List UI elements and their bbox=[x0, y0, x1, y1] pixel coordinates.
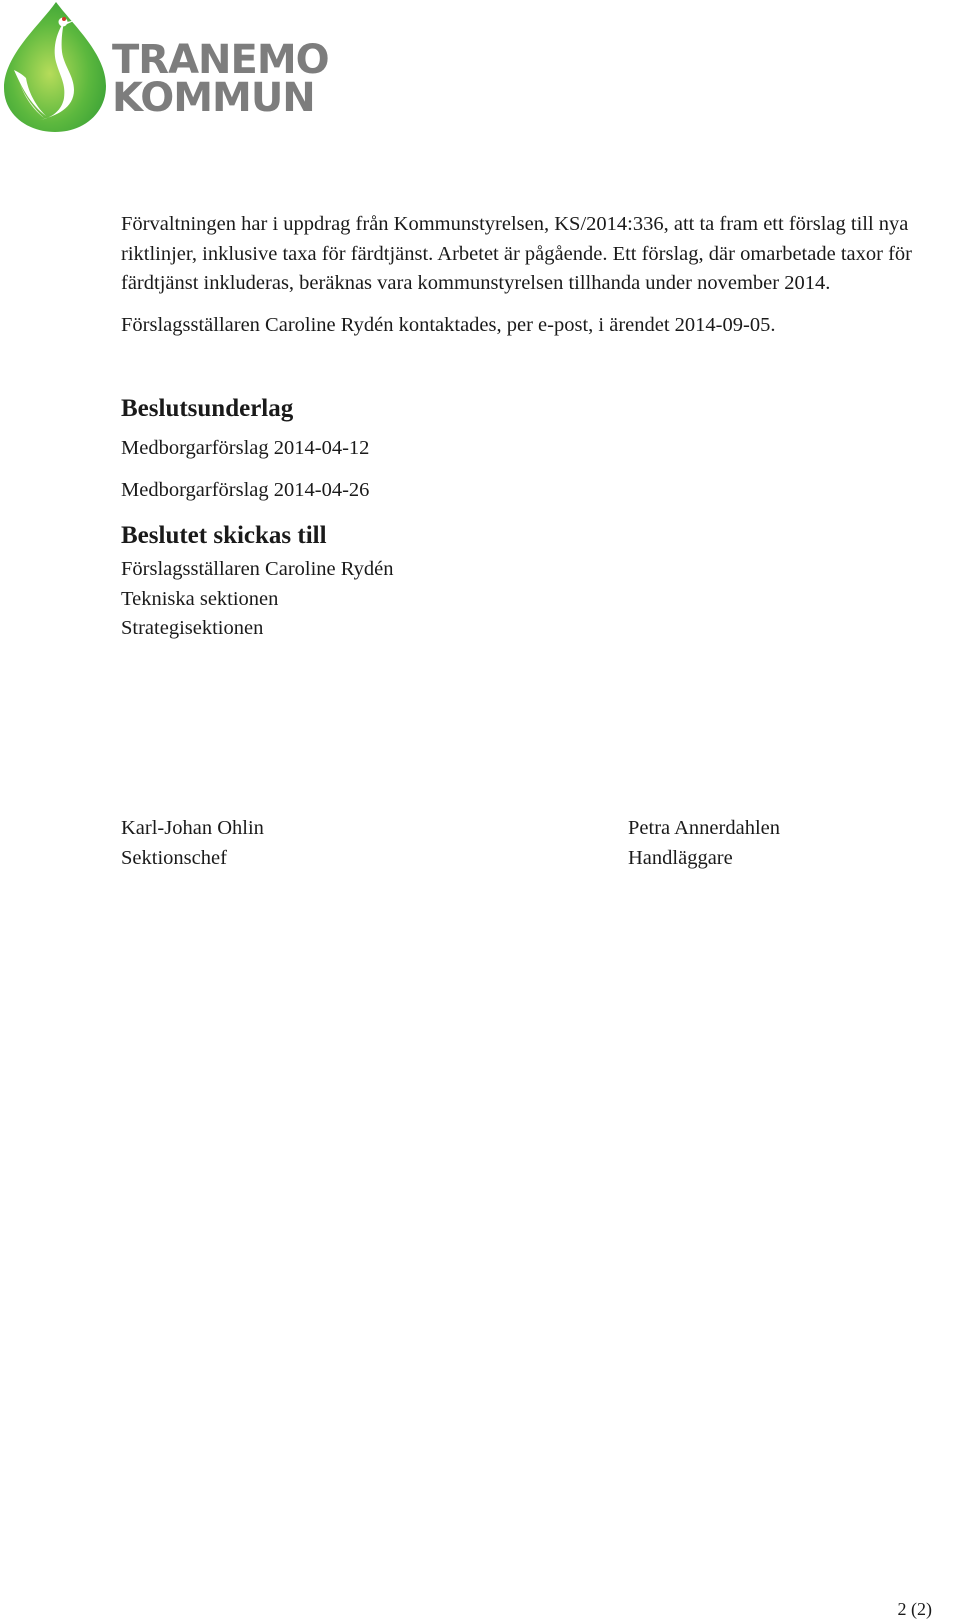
underlag-item: Medborgarförslag 2014-04-12 bbox=[121, 437, 370, 459]
paragraph-kontakt: Förslagsställaren Caroline Rydén kontaktades, per e-post, i ärendet 2014-09-05. bbox=[121, 313, 776, 336]
document-body bbox=[121, 210, 941, 644]
page-number: 2 (2) bbox=[897, 1599, 932, 1619]
recipient-item: Strategisektionen bbox=[121, 617, 264, 639]
tranemo-kommun-logo bbox=[0, 0, 329, 135]
heading-beslutet-skickas-till: Beslutet skickas till bbox=[121, 522, 327, 549]
recipient-item: Förslagsställaren Caroline Rydén bbox=[121, 558, 394, 580]
logo-text-tranemo: TRANEMO bbox=[112, 37, 329, 83]
signature-name: Karl-Johan Ohlin bbox=[121, 817, 264, 839]
signature-left bbox=[121, 814, 264, 873]
recipient-item: Tekniska sektionen bbox=[121, 587, 279, 610]
logo-text-kommun: KOMMUN bbox=[112, 75, 315, 121]
signature-name: Petra Annerdahlen bbox=[628, 817, 780, 839]
heading-beslutsunderlag: Beslutsunderlag bbox=[121, 395, 294, 422]
crane-emblem-icon bbox=[0, 0, 110, 135]
signature-right bbox=[628, 814, 780, 873]
underlag-item: Medborgarförslag 2014-04-26 bbox=[121, 478, 370, 501]
signature-title: Sektionschef bbox=[121, 846, 227, 869]
paragraph-uppdrag: Förvaltningen har i uppdrag från Kommunstyrelsen, KS/2014:336, att ta fram ett förslag till nya riktlinjer, inklusive taxa för färdtjänst. Arbetet är pågående. Ett förslag, där omarbetade taxor för färdtjänst inkluderas, beräknas vara kommunstyrelsen tillhanda under november 2014. bbox=[121, 213, 912, 294]
signature-title: Handläggare bbox=[628, 846, 733, 869]
